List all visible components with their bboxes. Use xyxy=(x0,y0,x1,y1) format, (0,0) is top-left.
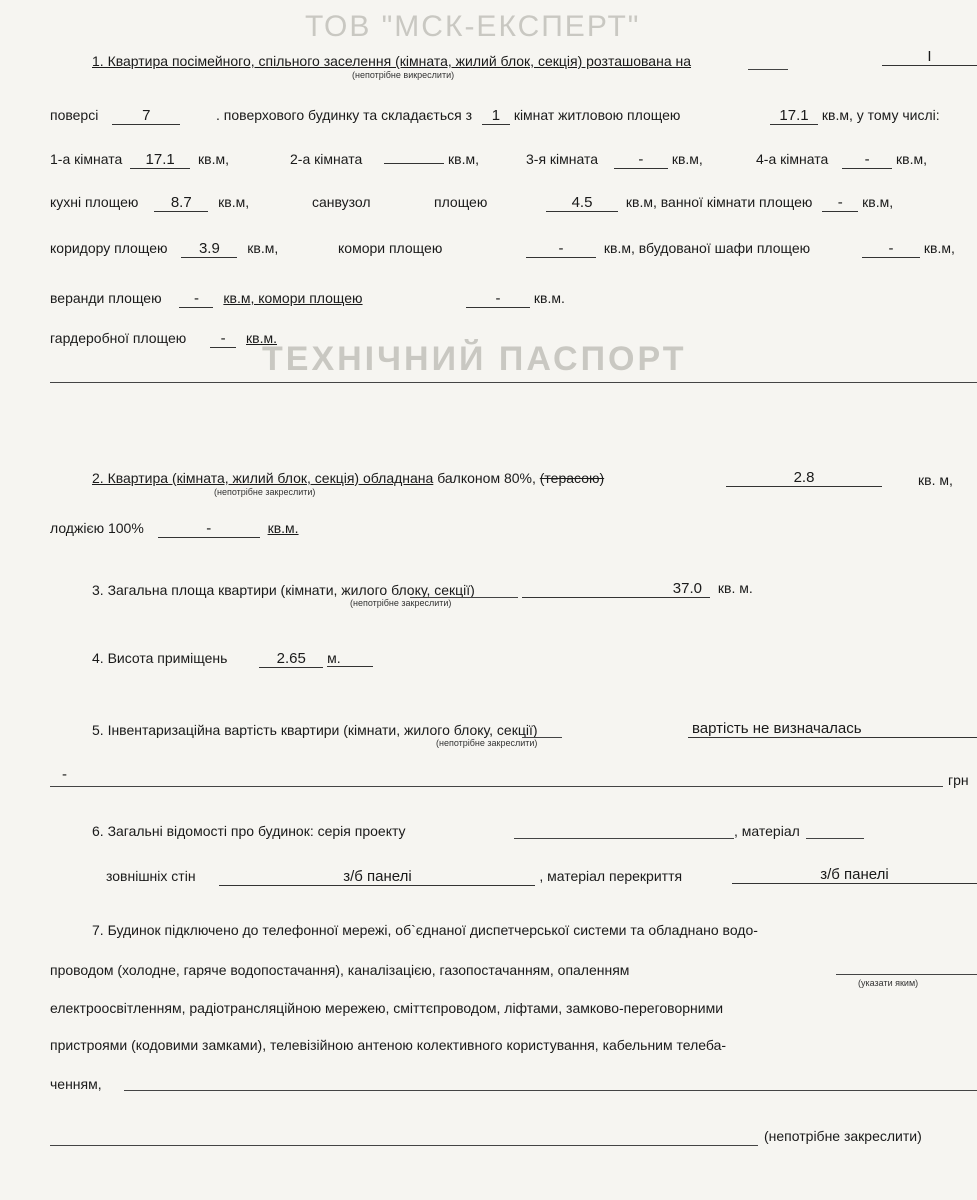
inventory-value: вартість не визначалась xyxy=(688,720,977,738)
room4: 4-а кімната - кв.м, xyxy=(756,151,927,168)
kitchen-value: 8.7 xyxy=(154,194,208,212)
veranda-row: веранди площею - кв.м, комори площею xyxy=(50,290,363,307)
living-area-row: 17.1 кв.м, у тому числі: xyxy=(770,107,940,125)
inventory-line2-value: - xyxy=(62,766,67,783)
pantry2: - кв.м. xyxy=(466,290,565,308)
corridor-row: коридору площею 3.9 кв.м, xyxy=(50,240,279,257)
section4-row: 4. Висота приміщень 2.65 м. xyxy=(92,650,373,668)
bath-combined-value: 4.5 xyxy=(546,194,618,212)
section7-line1: 7. Будинок підключено до телефонної мережі, об`єднаної диспетчерської системи та обладнано водо- xyxy=(92,922,758,938)
floor-row: поверсі 7 . поверхового будинку та складається з 1 кімнат житловою площею xyxy=(50,107,681,124)
section3-note: (непотрібне закреслити) xyxy=(350,598,452,608)
pantry: комори площею xyxy=(338,240,443,256)
kitchen-row: кухні площею 8.7 кв.м, xyxy=(50,194,250,211)
dressing-row: гардеробної площею - кв.м. xyxy=(50,330,277,347)
room3: 3-я кімната - кв.м, xyxy=(526,151,703,168)
inventory-line2 xyxy=(50,786,943,787)
height-value: 2.65 xyxy=(259,650,323,668)
floor-number-top: I xyxy=(882,48,977,66)
total-area: 37.0 кв. м. xyxy=(522,580,753,598)
currency: грн xyxy=(948,772,969,788)
bleed-title-text: ТЕХНІЧНИЙ ПАСПОРТ xyxy=(262,340,687,378)
section7-line4: пристроями (кодовими замками), телевізійною антеною колективного користування, кабельним телеба- xyxy=(50,1037,727,1053)
room2-value xyxy=(384,163,444,164)
rooms-row: 1-а кімната 17.1 кв.м, xyxy=(50,151,229,168)
section1-note: (непотрібне викреслити) xyxy=(352,70,455,80)
section6-text: 6. Загальні відомості про будинок: серія проекту xyxy=(92,823,406,839)
room3-value: - xyxy=(614,151,668,169)
walls-value: з/б панелі xyxy=(219,868,535,886)
wardrobe-right: - кв.м, xyxy=(862,240,955,258)
balcony-unit: кв. м, xyxy=(918,472,953,488)
bathroom-value: - xyxy=(822,194,858,212)
loggia-value: - xyxy=(158,520,260,538)
room2: 2-а кімната кв.м, xyxy=(290,151,479,167)
section2-note: (непотрібне закреслити) xyxy=(214,487,316,497)
bath-combined: санвузол xyxy=(312,194,371,210)
footer-note: (непотрібне закреслити) xyxy=(764,1128,922,1144)
section3-text: 3. Загальна площа квартири (кімнати, жилого блоку, секції) xyxy=(92,582,475,598)
room4-value: - xyxy=(842,151,892,169)
ceiling-value: з/б панелі xyxy=(732,866,977,884)
floor-value: 7 xyxy=(112,107,180,125)
walls-row: зовнішніх стін з/б панелі , матеріал перекриття xyxy=(106,868,683,885)
corridor-value: 3.9 xyxy=(181,240,237,258)
total-area-value: 37.0 xyxy=(522,580,710,598)
footer-line xyxy=(50,1145,758,1146)
room1-value: 17.1 xyxy=(130,151,190,169)
bath-area-word: площею xyxy=(434,194,488,210)
section7-line5: ченням, xyxy=(50,1076,102,1092)
balcony-value: 2.8 xyxy=(726,469,882,487)
bleed-company-text: ТОВ "МСК-ЕКСПЕРТ" xyxy=(305,10,641,43)
pantry-value: - xyxy=(526,240,596,258)
section5-text: 5. Інвентаризаційна вартість квартири (кімнати, жилого блоку, секції) xyxy=(92,722,538,738)
section7-line3: електроосвітленням, радіотрансляційною мережею, сміттєпроводом, ліфтами, замково-переговорними xyxy=(50,1000,724,1016)
pantry2-value: - xyxy=(466,290,530,308)
pantry-right: - кв.м, вбудованої шафи площею xyxy=(526,240,810,258)
bath-row-right: 4.5 кв.м, ванної кімнати площею - кв.м, xyxy=(546,194,893,212)
section1-intro: 1. Квартира посімейного, спільного заселення (кімната, жилий блок, секція) розташована на xyxy=(92,53,692,69)
section7-note: (указати яким) xyxy=(858,978,919,988)
rooms-value: 1 xyxy=(482,107,510,125)
dressing-value: - xyxy=(210,330,236,348)
veranda-value: - xyxy=(179,290,213,308)
section7-line2: проводом (холодне, гаряче водопостачання), каналізацією, газопостачанням, опаленням xyxy=(50,962,630,978)
living-area-value: 17.1 xyxy=(770,107,818,125)
section2-text: 2. Квартира (кімната, жилий блок, секція) обладнана балконом 80%, (терасою) xyxy=(92,470,605,486)
loggia-row: лоджією 100% - кв.м. xyxy=(50,520,299,537)
section5-note: (непотрібне закреслити) xyxy=(436,738,538,748)
divider-1 xyxy=(50,382,977,383)
material-label: , матеріал xyxy=(734,823,800,839)
wardrobe-value: - xyxy=(862,240,920,258)
